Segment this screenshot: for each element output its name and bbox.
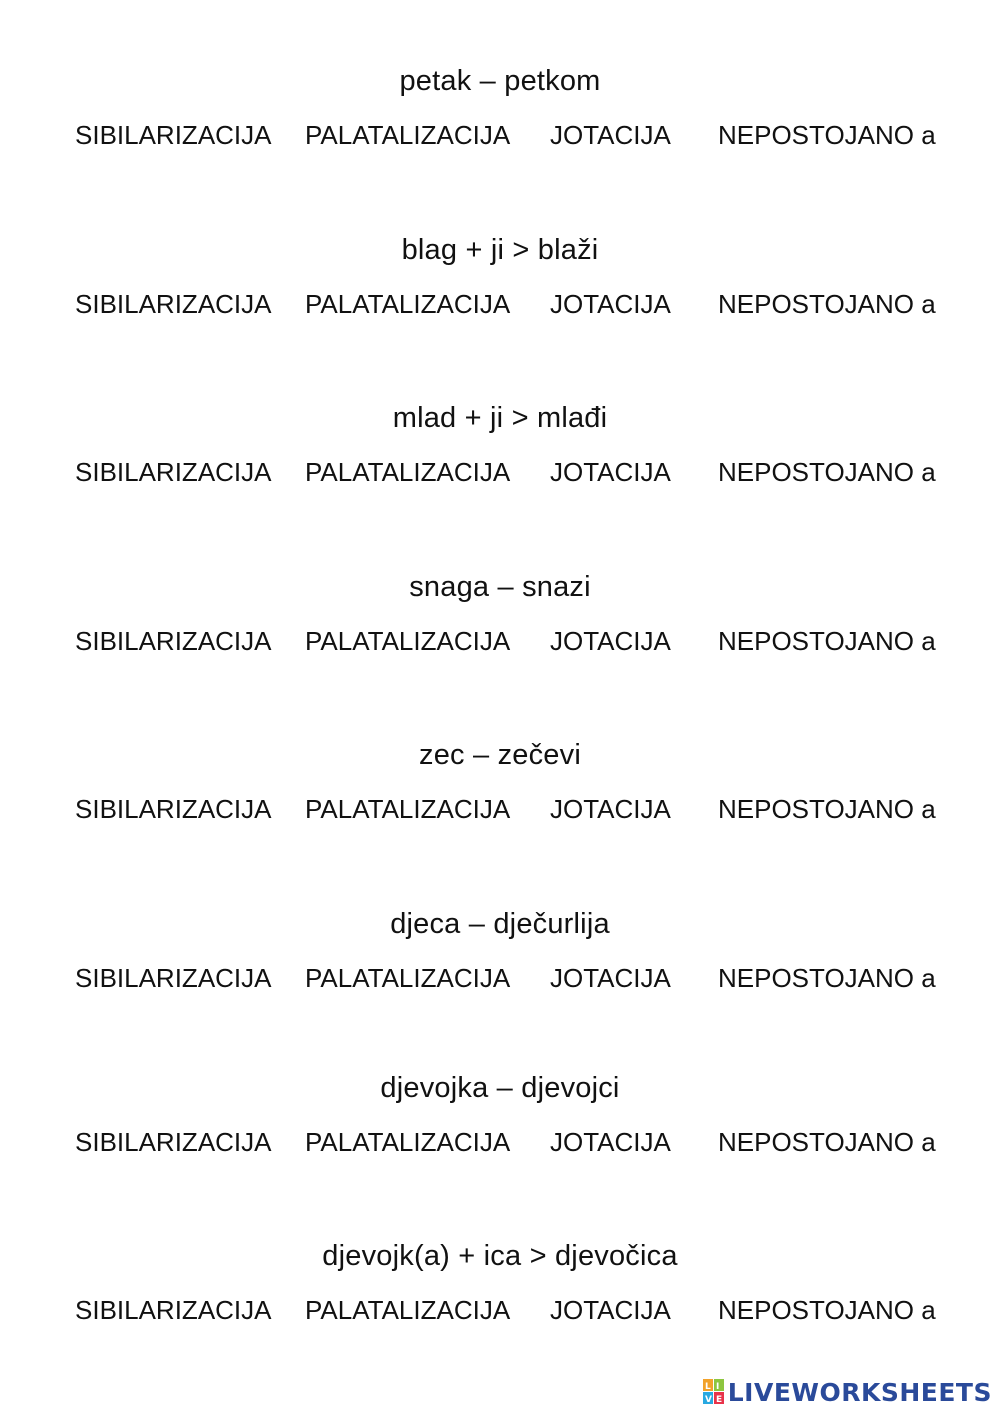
option-jotacija[interactable]: JOTACIJA [550,1295,671,1325]
option-palatalizacija[interactable]: PALATALIZACIJA [305,120,511,150]
question-5 [0,737,1000,857]
svg-text:L: L [704,1382,711,1392]
option-palatalizacija[interactable]: PALATALIZACIJA [305,289,511,319]
option-jotacija[interactable]: JOTACIJA [550,1127,671,1157]
answer-options [0,454,1000,490]
option-sibilarizacija[interactable]: SIBILARIZACIJA [75,289,272,319]
svg-text:E: E [715,1395,722,1405]
question-prompt: djevojka – djevojci [380,1072,620,1104]
question-6 [0,906,1000,1026]
question-prompt: blag + ji > blaži [401,234,599,266]
option-jotacija[interactable]: JOTACIJA [550,794,671,824]
question-prompt: snaga – snazi [409,571,591,603]
answer-options [0,960,1000,996]
option-jotacija[interactable]: JOTACIJA [550,120,671,150]
option-palatalizacija[interactable]: PALATALIZACIJA [305,963,511,993]
answer-options [0,1124,1000,1160]
option-palatalizacija[interactable]: PALATALIZACIJA [305,794,511,824]
question-4 [0,569,1000,689]
option-sibilarizacija[interactable]: SIBILARIZACIJA [75,963,272,993]
question-3 [0,400,1000,520]
option-palatalizacija[interactable]: PALATALIZACIJA [305,626,511,656]
liveworksheets-brand [703,1375,992,1409]
question-prompt: mlad + ji > mlađi [392,402,608,434]
option-nepostojano-a[interactable]: NEPOSTOJANO a [718,626,936,656]
option-palatalizacija[interactable]: PALATALIZACIJA [305,1127,511,1157]
option-jotacija[interactable]: JOTACIJA [550,457,671,487]
answer-options [0,286,1000,322]
option-jotacija[interactable]: JOTACIJA [550,289,671,319]
option-jotacija[interactable]: JOTACIJA [550,626,671,656]
brand-name: LIVEWORKSHEETS [727,1377,992,1407]
question-prompt: djeca – dječurlija [390,908,610,940]
answer-options [0,1292,1000,1328]
answer-options [0,623,1000,659]
answer-options [0,117,1000,153]
option-sibilarizacija[interactable]: SIBILARIZACIJA [75,794,272,824]
svg-text:I: I [715,1382,720,1392]
question-8 [0,1238,1000,1358]
answer-options [0,791,1000,827]
option-nepostojano-a[interactable]: NEPOSTOJANO a [718,963,936,993]
option-sibilarizacija[interactable]: SIBILARIZACIJA [75,120,272,150]
question-prompt: djevojk(a) + ica > djevočica [322,1240,678,1272]
option-jotacija[interactable]: JOTACIJA [550,963,671,993]
question-1 [0,63,1000,183]
option-nepostojano-a[interactable]: NEPOSTOJANO a [718,120,936,150]
svg-text:V: V [704,1395,712,1405]
liveworksheets-logo-icon [703,1379,725,1405]
option-nepostojano-a[interactable]: NEPOSTOJANO a [718,1127,936,1157]
option-palatalizacija[interactable]: PALATALIZACIJA [305,1295,511,1325]
option-sibilarizacija[interactable]: SIBILARIZACIJA [75,626,272,656]
question-2 [0,232,1000,352]
option-nepostojano-a[interactable]: NEPOSTOJANO a [718,289,936,319]
option-nepostojano-a[interactable]: NEPOSTOJANO a [718,1295,936,1325]
option-sibilarizacija[interactable]: SIBILARIZACIJA [75,1127,272,1157]
option-sibilarizacija[interactable]: SIBILARIZACIJA [75,1295,272,1325]
option-nepostojano-a[interactable]: NEPOSTOJANO a [718,457,936,487]
option-nepostojano-a[interactable]: NEPOSTOJANO a [718,794,936,824]
question-7 [0,1070,1000,1190]
question-prompt: petak – petkom [399,65,601,97]
question-prompt: zec – zečevi [419,739,581,771]
option-palatalizacija[interactable]: PALATALIZACIJA [305,457,511,487]
option-sibilarizacija[interactable]: SIBILARIZACIJA [75,457,272,487]
